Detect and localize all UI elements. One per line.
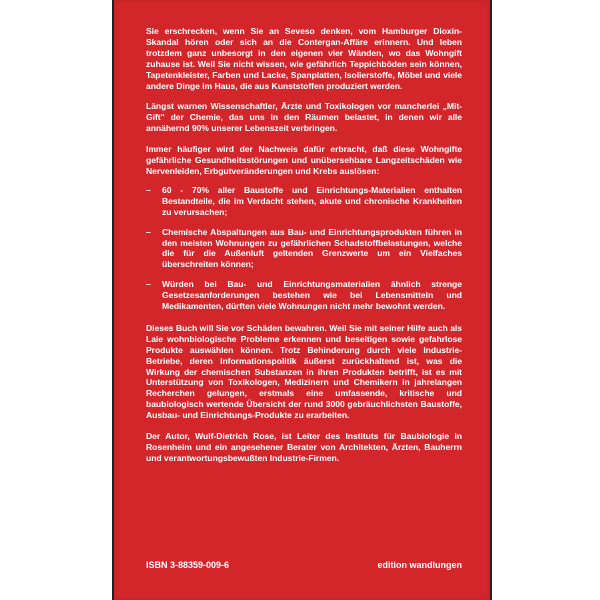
list-item <box>146 227 462 271</box>
list-item-text: 60 - 70% aller Baustoffe und Einrichtungs-Materialien enthalten Bestandteile, die im Verdacht stehen, akute und chronische Krankheiten zu verursachen; <box>162 184 462 217</box>
warning-paragraph: Längst warnen Wissenschaftler, Ärzte und Toxikologen vor mancherlei „Mit-Gift" der Chemie, das uns in den Räumen belastet, in denen wir alle annähernd 90% unserer Lebenszeit verbringen. <box>146 101 462 134</box>
evidence-paragraph: Immer häufiger wird der Nachweis dafür erbracht, daß diese Wohngifte gefährliche Gesundheitsstörungen und unübersehbare Langzeitschäden wie Nervenleiden, Erbgutveränderungen und Krebs auslösen: <box>146 144 462 176</box>
intro-paragraph: Sie erschrecken, wenn Sie an Seveso denken, vom Hamburger Dioxin-Skandal hören oder sich an die Contergan-Affäre erinnern. Und leben trotzdem ganz unbesorgt in den eigenen vier Wänden, wo das Wohngift zuhause ist. Weil Sie nicht wissen, wie gefährlich Teppichböden sein können, Tapetenkleister, Farben und Lacke, Spanplatten, Isolierstoffe, Möbel und viele andere Dinge im Haus, die aus Kunststoffen produziert werden. <box>146 26 462 91</box>
list-item-text: Chemische Abspaltungen aus Bau- und Einrichtungsprodukten führen in den meisten Wohnungen zu gefährlichen Schadstoffbelastungen, welche die für die Außenluft geltenden Grenzwerte um ein Vielfaches überschreiten können; <box>162 226 462 270</box>
list-item-text: Würden bei Bau- und Einrichtungsmaterialien ähnlich strenge Gesetzesanforderungen bestehen wie bei Lebensmitteln und Medikamenten, dürften viele Wohnungen nicht mehr bewohnt werden. <box>162 279 462 312</box>
list-dash: – <box>146 184 151 195</box>
blurb-text <box>146 26 462 474</box>
cover-right-edge <box>490 0 492 600</box>
isbn-number: ISBN 3-88359-009-6 <box>146 560 230 570</box>
cover-footer <box>146 560 462 570</box>
list-dash: – <box>146 226 151 237</box>
publisher-name: edition wandlungen <box>377 560 462 570</box>
list-dash: – <box>146 279 151 290</box>
findings-list <box>146 185 462 312</box>
author-paragraph: Der Autor, Wulf-Dietrich Rose, ist Leiter des Instituts für Baubiologie in Rosenheim und ein angesehener Berater von Architekten, Ärzten, Bauherrn und verantwortungsbewußten Industrie-Firmen. <box>146 431 462 463</box>
book-purpose-paragraph: Dieses Buch will Sie vor Schäden bewahren. Weil Sie mit seiner Hilfe auch als Laie wohnbiologische Probleme erkennen und beseitigen sowie gefahrlose Produkte auswählen können. Trotz Behinderung durch viele Industrie-Betriebe, deren Informationspolitik äußerst zurückhaltend ist, was die Wirkung der chemischen Substanzen in ihren Produkten betrifft, ist es mit Unterstützung von Toxikologen, Medizinern und Chemikern in jahrelangen Recherchen gelungen, erstmals eine umfassende, kritische und baubiologisch wertende Übersicht der rund 3000 gebräuchlichsten Baustoffe, Ausbau- und Einrichtungs-Produkte zu erarbeiten. <box>146 322 462 421</box>
list-item <box>146 185 462 218</box>
list-item <box>146 279 462 312</box>
